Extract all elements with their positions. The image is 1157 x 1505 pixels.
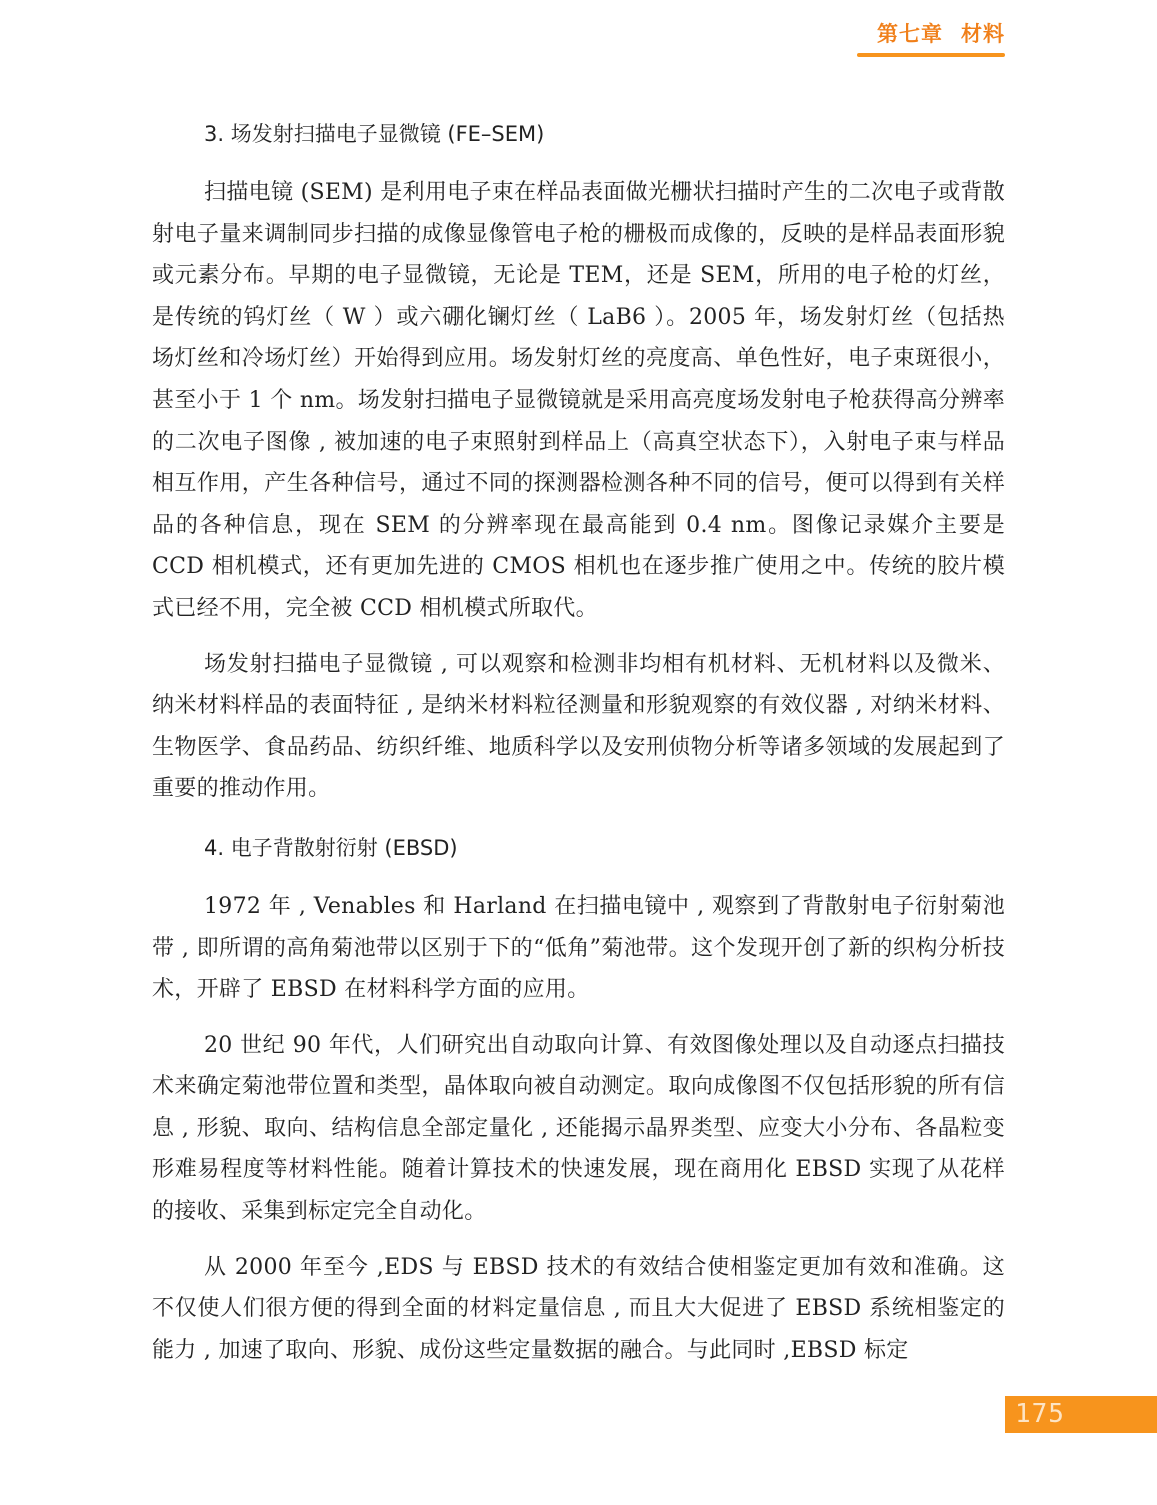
paragraph: 扫描电镜 (SEM) 是利用电子束在样品表面做光栅状扫描时产生的二次电子或背散射电子量来调制同步扫描的成像显像管电子枪的栅极而成像的，反映的是样品表面形貌或元素分布。早期的电子显微镜，无论是 TEM，还是 SEM，所用的电子枪的灯丝，是传统的钨灯丝（ W ）或六硼化镧灯丝（ LaB6 ）。2005 年，场发射灯丝（包括热场灯丝和冷场灯丝）开始得到应用。场发射灯丝的亮度高、单色性好，电子束斑很小，甚至小于 1 个 nm。场发射扫描电子显微镜就是采用高亮度场发射电子枪获得高分辨率的二次电子图像 , 被加速的电子束照射到样品上（高真空状态下），入射电子束与样品相互作用，产生各种信号，通过不同的探测器检测各种不同的信号，便可以得到有关样品的各种信息，现在 SEM 的分辨率现在最高能到 0.4 nm。图像记录媒介主要是 CCD 相机模式，还有更加先进的 CMOS 相机也在逐步推广使用之中。传统的胶片模式已经不用，完全被 CCD 相机模式所取代。 bbox=[152, 180, 1005, 621]
paragraph: 1972 年 , Venables 和 Harland 在扫描电镜中 , 观察到了背散射电子衍射菊池带 , 即所谓的高角菊池带以区别于下的“低角”菊池带。这个发现开创了新的织构分析技术，开辟了 EBSD 在材料科学方面的应用。 bbox=[152, 893, 1005, 1003]
page-number-tab bbox=[1005, 1396, 1157, 1433]
chapter-label: 第七章 bbox=[877, 22, 943, 46]
paragraph: 从 2000 年至今 ,EDS 与 EBSD 技术的有效结合使相鉴定更加有效和准确。这不仅使人们很方便的得到全面的材料定量信息 , 而且大大促进了 EBSD 系统相鉴定的能力 , 加速了取向、形貌、成份这些定量数据的融合。与此同时 ,EBSD 标定 bbox=[152, 1254, 1005, 1363]
header-underline bbox=[857, 53, 1005, 57]
paragraph: 20 世纪 90 年代，人们研究出自动取向计算、有效图像处理以及自动逐点扫描技术来确定菊池带位置和类型，晶体取向被自动测定。取向成像图不仅包括形貌的所有信息 , 形貌、取向、结构信息全部定量化 , 还能揭示晶界类型、应变大小分布、各晶粒变形难易程度等材料性能。随着计算技术的快速发展，现在商用化 EBSD 实现了从花样的接收、采集到标定完全自动化。 bbox=[152, 1032, 1005, 1225]
section-heading-ebsd: 4. 电子背散射衍射 (EBSD) bbox=[204, 835, 458, 860]
chapter-topic: 材料 bbox=[961, 22, 1005, 46]
chapter-title bbox=[857, 18, 1005, 48]
page-number: 175 bbox=[1015, 1399, 1065, 1429]
page-body bbox=[152, 110, 1005, 1371]
section-heading-fe-sem: 3. 场发射扫描电子显微镜 (FE–SEM) bbox=[204, 122, 545, 146]
paragraph: 场发射扫描电子显微镜 , 可以观察和检测非均相有机材料、无机材料以及微米、纳米材料样品的表面特征 , 是纳米材料粒径测量和形貌观察的有效仪器 , 对纳米材料、生物医学、食品药品、纺织纤维、地质科学以及安刑侦物分析等诸多领域的发展起到了重要的推动作用。 bbox=[152, 651, 1005, 802]
running-header bbox=[857, 18, 1005, 57]
